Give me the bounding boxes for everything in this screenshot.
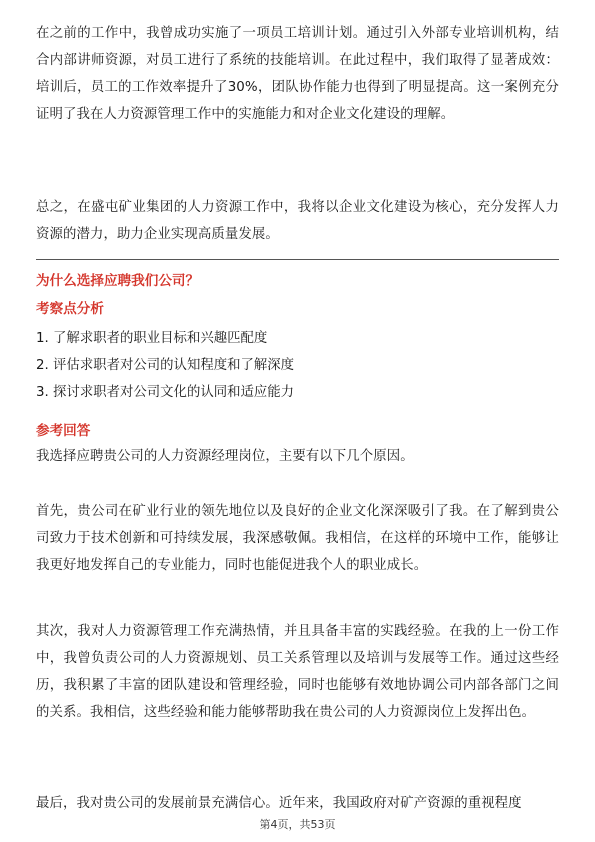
list-item: 1. 了解求职者的职业目标和兴趣匹配度 <box>36 331 268 346</box>
list-item: 3. 探讨求职者对公司文化的认同和适应能力 <box>36 385 295 400</box>
section-divider <box>36 259 559 260</box>
paragraph-training-case: 在之前的工作中，我曾成功实施了一项员工培训计划。通过引入外部专业培训机构，结合内部讲师资源，对员工进行了系统的技能培训。在此过程中，我们取得了显著成效：培训后，员工的工作效率提升了30%，团队协作能力也得到了明显提高。这一案例充分证明了我在人力资源管理工作中的实施能力和对企业文化建设的理解。 <box>36 26 559 122</box>
list-item: 2. 评估求职者对公司的认知程度和了解深度 <box>36 358 295 373</box>
answer-last: 最后，我对贵公司的发展前景充满信心。近年来，我国政府对矿产资源的重视程度 <box>36 796 522 811</box>
answer-heading: 参考回答 <box>36 423 91 439</box>
question-title: 为什么选择应聘我们公司？ <box>36 273 200 289</box>
analysis-heading: 考察点分析 <box>36 301 104 317</box>
answer-second: 其次，我对人力资源管理工作充满热情，并且具备丰富的实践经验。在我的上一份工作中，我曾负责公司的人力资源规划、员工关系管理以及培训与发展等工作。通过这些经历，我积累了丰富的团队建设和管理经验，同时也能够有效地协调公司内部各部门之间的关系。我相信，这些经验和能力能够帮助我在贵公司的人力资源岗位上发挥出色。 <box>36 624 559 720</box>
answer-intro: 我选择应聘贵公司的人力资源经理岗位，主要有以下几个原因。 <box>36 449 414 464</box>
answer-first: 首先，贵公司在矿业行业的领先地位以及良好的企业文化深深吸引了我。在了解到贵公司致力于技术创新和可持续发展，我深感敬佩。我相信，在这样的环境中工作，能够让我更好地发挥自己的专业能力，同时也能促进我个人的职业成长。 <box>36 504 559 573</box>
paragraph-summary: 总之，在盛屯矿业集团的人力资源工作中，我将以企业文化建设为核心，充分发挥人力资源的潜力，助力企业实现高质量发展。 <box>36 200 559 242</box>
page-number: 第4页，共53页 <box>259 818 336 831</box>
analysis-list <box>36 325 559 406</box>
document-page <box>36 0 559 842</box>
